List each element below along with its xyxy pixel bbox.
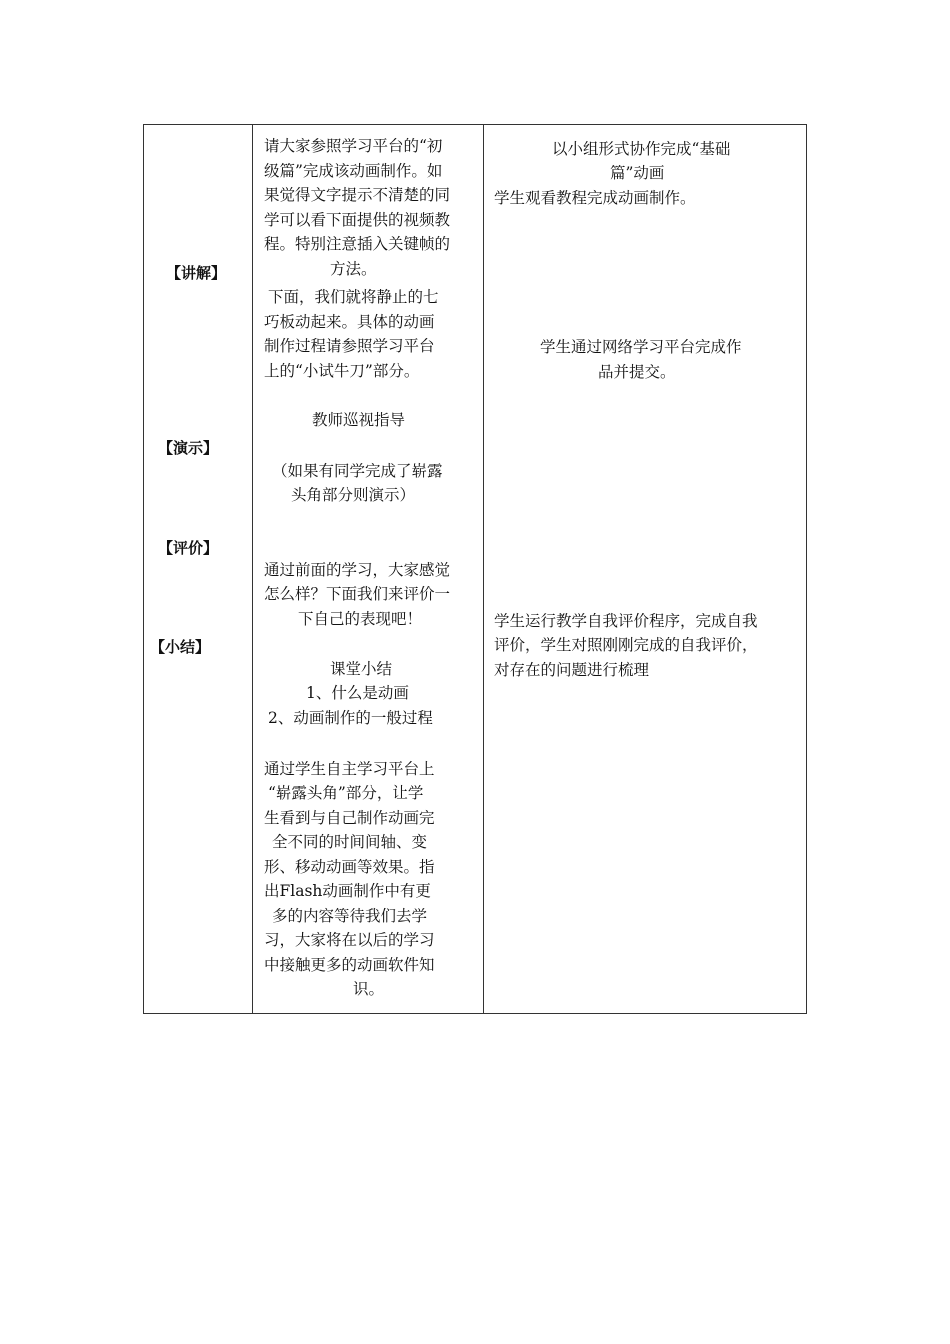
student-text-line: 以小组形式协作完成“基础 [552,140,731,158]
teacher-text-line: 下面，我们就将静止的七 [268,288,439,306]
teacher-text-line: 学可以看下面提供的视频教 [264,211,451,229]
closing-text-line: 识。 [353,980,385,998]
evaluate-text-line: 下自己的表现吧！ [298,610,423,628]
closing-text-line: 多的内容等待我们去学 [272,907,428,925]
student-submit-line: 品并提交。 [598,363,676,381]
summary-item: 1、什么是动画 [306,684,409,702]
lesson-table [143,124,807,1014]
student-eval-line: 对存在的问题进行梳理 [494,661,650,679]
label-demo: 【演示】 [158,439,219,457]
teacher-text-line: 巧板动起来。具体的动画 [264,313,435,331]
closing-text-line: 中接触更多的动画软件知 [264,956,435,974]
teacher-text-line: 请大家参照学习平台的“初 [264,137,443,155]
label-summary: 【小结】 [150,638,211,656]
label-evaluate: 【评价】 [158,539,219,557]
closing-text-line: 形、移动动画等效果。指 [264,858,435,876]
teacher-text-line: 程。特别注意插入关键帧的 [264,235,451,253]
demo-text-line: 头角部分则演示） [291,486,416,504]
student-eval-line: 评价，学生对照刚刚完成的自我评价， [494,636,758,654]
student-text-line: 篇”动画 [610,164,665,182]
closing-text-line: 出Flash动画制作中有更 [264,882,431,900]
label-explain: 【讲解】 [166,264,227,282]
evaluate-text-line: 怎么样？下面我们来评价一 [264,585,451,603]
column-divider [483,125,484,1013]
student-watch: 学生观看教程完成动画制作。 [494,189,696,207]
teacher-text-line: 级篇”完成该动画制作。如 [264,162,443,180]
teacher-text-line: 方法。 [330,260,377,278]
teacher-text-line: 制作过程请参照学习平台 [264,337,435,355]
student-submit-line: 学生通过网络学习平台完成作 [540,338,742,356]
closing-text-line: “崭露头角”部分，让学 [268,784,424,802]
closing-text-line: 习，大家将在以后的学习 [264,931,435,949]
student-eval-line: 学生运行教学自我评价程序，完成自我 [494,612,758,630]
summary-title: 课堂小结 [330,660,393,678]
evaluate-text-line: 通过前面的学习，大家感觉 [264,561,451,579]
demo-text-line: （如果有同学完成了崭露 [272,462,443,480]
closing-text-line: 生看到与自己制作动画完 [264,809,435,827]
column-divider [252,125,253,1013]
closing-text-line: 全不同的时间间轴、变 [272,833,428,851]
teacher-patrol: 教师巡视指导 [312,411,406,429]
teacher-text-line: 上的“小试牛刀”部分。 [264,362,420,380]
teacher-text-line: 果觉得文字提示不清楚的同 [264,186,451,204]
summary-item: 2、动画制作的一般过程 [268,709,433,727]
closing-text-line: 通过学生自主学习平台上 [264,760,435,778]
